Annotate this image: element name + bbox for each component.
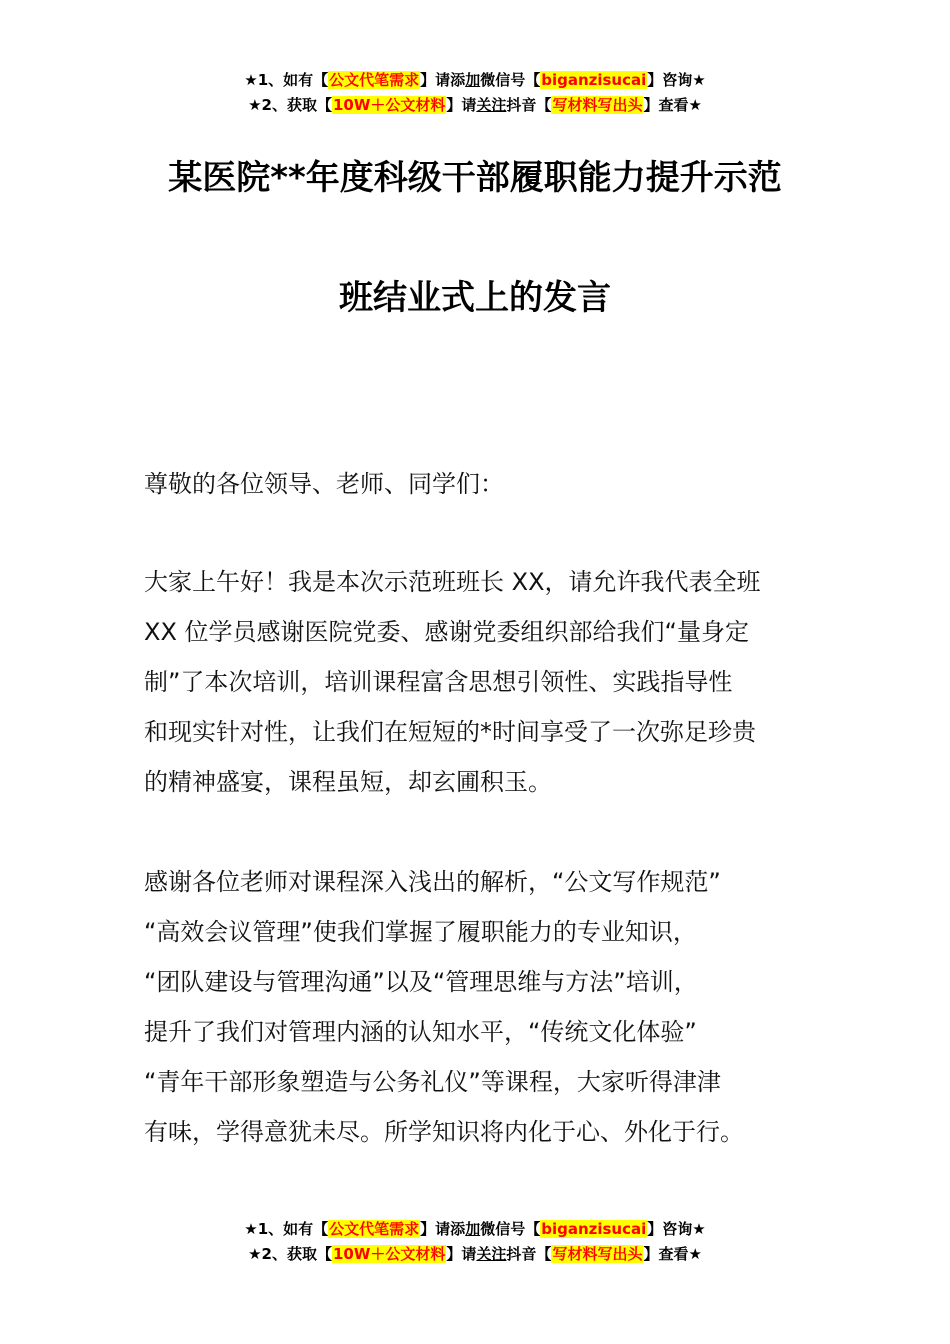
- promo-highlight: 10W＋公文材料: [332, 1245, 446, 1263]
- promo-douyin-account: 写材料写出头: [552, 1245, 643, 1263]
- paragraph-line: XX 位学员感谢医院党委、感谢党委组织部给我们“量身定: [144, 618, 749, 646]
- promo-line-2: ★2、获取【10W＋公文材料】请关注抖音【写材料写出头】查看★: [248, 1245, 702, 1263]
- document-body: [144, 557, 808, 1157]
- salutation: [144, 459, 808, 509]
- paragraph-line: “青年干部形象塑造与公务礼仪”等课程，大家听得津津: [144, 1068, 721, 1096]
- promo-highlight: 公文代笔需求: [329, 1220, 420, 1238]
- paragraph-2: [144, 857, 808, 1157]
- header-promo: [0, 68, 950, 118]
- paragraph-line: 的精神盛宴，课程虽短，却玄圃积玉。: [144, 768, 552, 796]
- promo-douyin-account: 写材料写出头: [552, 96, 643, 114]
- promo-highlight: 10W＋公文材料: [332, 96, 446, 114]
- promo-wechat-id: biganzisucai: [541, 71, 647, 89]
- promo-wechat-id: biganzisucai: [541, 1220, 647, 1238]
- footer-promo: [0, 1217, 950, 1267]
- paragraph-line: 制”了本次培训，培训课程富含思想引领性、实践指导性: [144, 668, 733, 696]
- paragraph-line: 有味，学得意犹未尽。所学知识将内化于心、外化于行。: [144, 1118, 744, 1146]
- paragraph-line: 提升了我们对管理内涵的认知水平，“传统文化体验”: [144, 1018, 697, 1046]
- paragraph-1: [144, 557, 808, 807]
- salutation-text: 尊敬的各位领导、老师、同学们：: [144, 470, 504, 498]
- document-title-line-2: 班结业式上的发言: [339, 278, 611, 318]
- document-title-line-1: 某医院**年度科级干部履职能力提升示范: [168, 158, 782, 198]
- promo-highlight: 公文代笔需求: [329, 71, 420, 89]
- paragraph-line: 感谢各位老师对课程深入浅出的解析，“公文写作规范”: [144, 868, 721, 896]
- promo-line-2: ★2、获取【10W＋公文材料】请关注抖音【写材料写出头】查看★: [248, 96, 702, 114]
- promo-line-1: ★1、如有【公文代笔需求】请添加微信号【biganzisucai】咨询★: [244, 1220, 706, 1238]
- paragraph-line: 大家上午好！我是本次示范班班长 XX，请允许我代表全班: [144, 568, 761, 596]
- paragraph-line: “团队建设与管理沟通”以及“管理思维与方法”培训，: [144, 968, 698, 996]
- paragraph-line: “高效会议管理”使我们掌握了履职能力的专业知识，: [144, 918, 697, 946]
- paragraph-line: 和现实针对性，让我们在短短的*时间享受了一次弥足珍贵: [144, 718, 756, 746]
- promo-line-1: ★1、如有【公文代笔需求】请添加微信号【biganzisucai】咨询★: [244, 71, 706, 89]
